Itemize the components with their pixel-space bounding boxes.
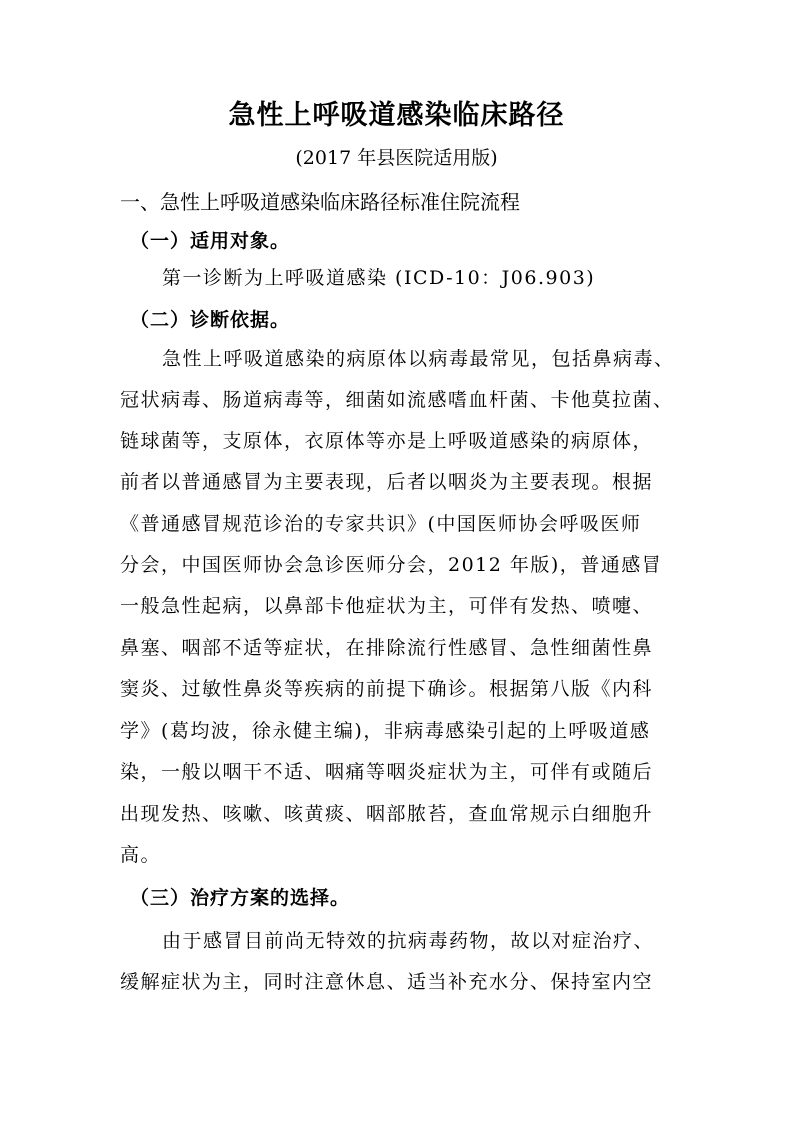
subsection-heading-treatment: （三）治疗方案的选择。 — [130, 887, 351, 909]
paragraph-line: 前者以普通感冒为主要表现，后者以咽炎为主要表现。根据 — [120, 471, 654, 493]
paragraph-line: 急性上呼吸道感染的病原体以病毒最常见，包括鼻病毒、 — [162, 348, 675, 370]
document-title: 急性上呼吸道感染临床路径 — [228, 100, 565, 131]
subsection-heading-scope: （一）适用对象。 — [130, 230, 291, 252]
paragraph-line: 《普通感冒规范诊治的专家共识》(中国医师协会呼吸医师 — [120, 513, 642, 535]
paragraph-line: 由于感冒目前尚无特效的抗病毒药物，故以对症治疗、 — [162, 930, 655, 952]
document-subtitle: (2017 年县医院适用版) — [295, 147, 498, 169]
paragraph-line: 一般急性起病，以鼻部卡他症状为主，可伴有发热、喷嚏、 — [120, 595, 654, 617]
paragraph-line: 出现发热、咳嗽、咳黄痰、咽部脓苔，查血常规示白细胞升 — [120, 803, 654, 825]
subsection-heading-diagnosis: （二）诊断依据。 — [130, 309, 291, 331]
section-heading: 一、急性上呼吸道感染临床路径标准住院流程 — [120, 190, 520, 214]
paragraph-line: 高。 — [120, 844, 162, 866]
paragraph-line: 染，一般以咽干不适、咽痛等咽炎症状为主，可伴有或随后 — [120, 761, 654, 783]
paragraph-line: 学》(葛均波，徐永健主编)，非病毒感染引起的上呼吸道感 — [120, 720, 651, 742]
paragraph-line: 第一诊断为上呼吸道感染 (ICD-10：J06.903) — [162, 267, 596, 289]
paragraph-line: 窦炎、过敏性鼻炎等疾病的前提下确诊。根据第八版《内科 — [120, 678, 654, 700]
paragraph-line: 链球菌等，支原体，衣原体等亦是上呼吸道感染的病原体， — [120, 430, 654, 452]
paragraph-line: 鼻塞、咽部不适等症状，在排除流行性感冒、急性细菌性鼻 — [120, 637, 654, 659]
paragraph-line: 分会，中国医师协会急诊医师分会，2012 年版)，普通感冒 — [120, 554, 663, 576]
paragraph-line: 缓解症状为主，同时注意休息、适当补充水分、保持室内空 — [120, 971, 654, 993]
paragraph-line: 冠状病毒、肠道病毒等，细菌如流感嗜血杆菌、卡他莫拉菌、 — [120, 389, 674, 411]
